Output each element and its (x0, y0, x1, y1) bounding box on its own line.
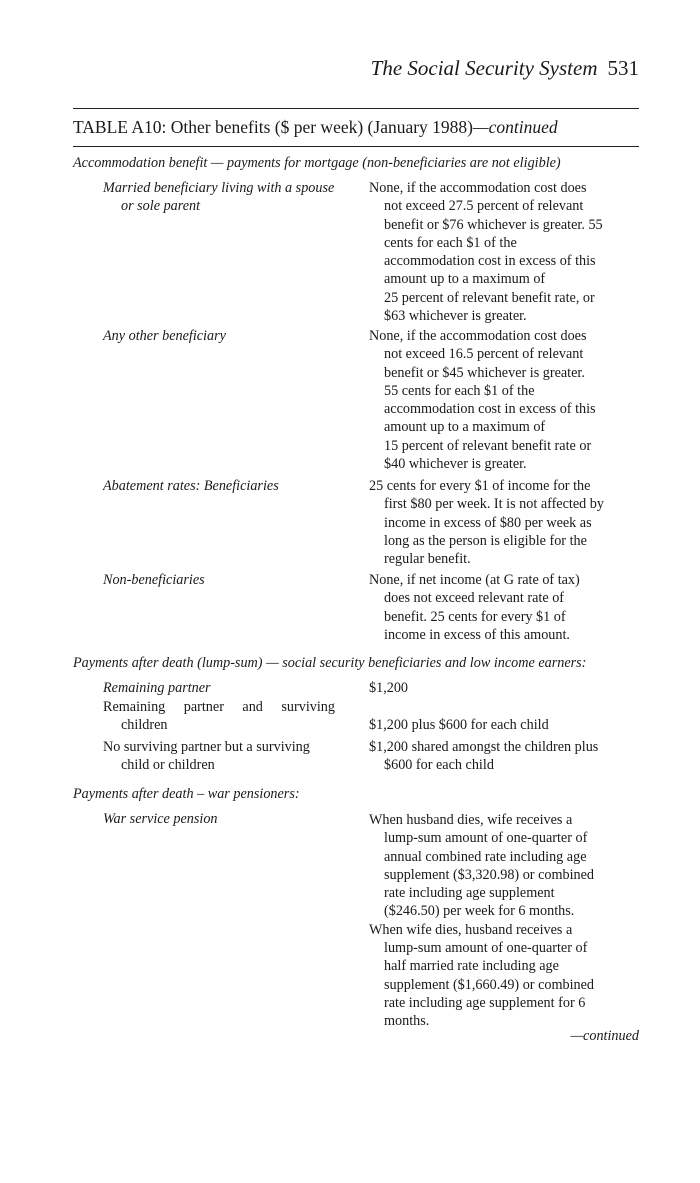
value-abatement-rates: 25 cents for every $1 of income for the first $80 per week. It is not affected by income in excess of $80 per week as long as the person is eligible for the regular benefit. (369, 478, 604, 568)
value-war-service-pension: When husband dies, wife receives a lump-sum amount of one-quarter of annual combined rate including age supplement ($3,320.98) or combined rate including age supplement ($246.50) per week for 6 months. When wife dies, husband receives a lump-sum amount of one-quarter of half married rate including age supplement ($1,660.49) or combined rate including age supplement for 6 months. (369, 812, 595, 1030)
label-partner-and-children: Remaining partner and surviving children (103, 699, 335, 734)
value-any-other-beneficiary: None, if the accommodation cost does not exceed 16.5 percent of relevant benefit or $45 whichever is greater. 55 cents for each $1 of the accommodation cost in excess of this amount up to a maximum of 15 percent of relevant benefit rate or $40 whichever is greater. (369, 328, 596, 473)
table-title (73, 117, 558, 138)
running-head-title: The Social Security System (370, 56, 598, 80)
label-remaining-partner: Remaining partner (103, 680, 211, 696)
value-remaining-partner: $1,200 (369, 680, 409, 696)
page-number: 531 (607, 56, 639, 80)
label-married-beneficiary: Married beneficiary living with a spouse or sole parent (103, 180, 335, 215)
value-partner-and-children: $1,200 plus $600 for each child (369, 717, 549, 733)
label-war-service-pension: War service pension (103, 811, 218, 827)
label-no-surviving-partner: No surviving partner but a surviving child or children (103, 739, 310, 774)
label-non-beneficiaries: Non-beneficiaries (103, 572, 205, 588)
running-head (371, 56, 639, 81)
section-heading-accommodation: Accommodation benefit — payments for mortgage (non-beneficiaries are not eligible) (73, 155, 561, 171)
value-non-beneficiaries: None, if net income (at G rate of tax) does not exceed relevant rate of benefit. 25 cents for every $1 of income in excess of this amount. (369, 572, 580, 643)
section-heading-lump-sum: Payments after death (lump-sum) — social security beneficiaries and low income earners: (73, 655, 587, 671)
value-no-surviving-partner: $1,200 shared amongst the children plus $600 for each child (369, 739, 599, 774)
title-rule (73, 146, 639, 147)
top-rule (73, 108, 639, 109)
label-abatement-rates: Abatement rates: Beneficiaries (103, 478, 279, 494)
continued-note: —continued (570, 1028, 639, 1044)
section-heading-war-pensioners: Payments after death – war pensioners: (73, 786, 300, 802)
table-title-continued: —continued (473, 117, 558, 137)
value-married-beneficiary: None, if the accommodation cost does not exceed 27.5 percent of relevant benefit or $76 whichever is greater. 55 cents for each $1 of the accommodation cost in excess of this amount up to a maximum of 25 percent of relevant benefit rate, or $63 whichever is greater. (369, 180, 603, 325)
table-title-main: TABLE A10: Other benefits ($ per week) (January 1988) (73, 117, 474, 137)
label-any-other-beneficiary: Any other beneficiary (103, 328, 226, 344)
